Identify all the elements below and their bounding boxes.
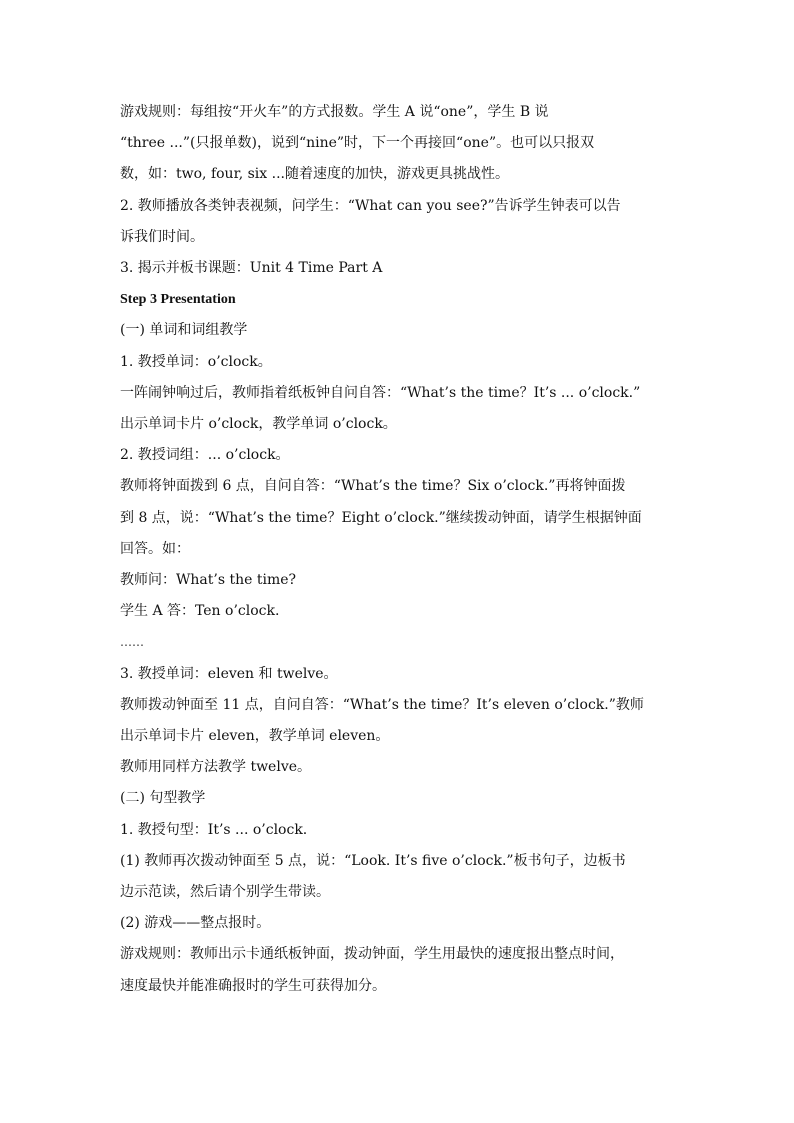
step-3-topic: 3. 揭示并板书课题：Unit 4 Time Part A — [120, 260, 383, 277]
item-sentence: 1. 教授句型：It’s ... o’clock. — [120, 821, 308, 838]
step-2-line-2: 诉我们时间。 — [120, 228, 204, 245]
eleven-desc-2: 出示单词卡片 eleven，教学单词 eleven。 — [120, 728, 390, 745]
rule-line-2: “three ...”(只报单数)，说到“nine”时，下一个再接回“one”。也可以只报双 — [120, 135, 595, 152]
sentence-step-1b: 边示范读，然后请个别学生带读。 — [120, 884, 330, 901]
item-oclock: 1. 教授单词：o’clock。 — [120, 353, 272, 370]
ellipsis: …… — [120, 635, 144, 650]
oclock-desc-2: 出示单词卡片 o’clock，教学单词 o’clock。 — [120, 416, 397, 433]
document-body — [120, 97, 676, 1002]
rule-line-3: 数，如：two, four, six ...随着速度的加快，游戏更具挑战性。 — [120, 166, 509, 183]
phrase-desc-3: 回答。如： — [120, 540, 190, 557]
item-phrase: 2. 教授词组：... o’clock。 — [120, 447, 290, 464]
section-heading-presentation: Step 3 Presentation — [120, 292, 236, 308]
eleven-desc-1: 教师拨动钟面至 11 点，自问自答：“What’s the time？It’s eleven o’clock.”教师 — [120, 696, 644, 713]
oclock-desc-1: 一阵闹钟响过后，教师指着纸板钟自问自答：“What’s the time？It’s ... o’clock.” — [120, 384, 641, 401]
sentence-step-2: (2) 游戏——整点报时。 — [120, 915, 271, 932]
subheading-sentence: (二) 句型教学 — [120, 790, 206, 807]
item-eleven-twelve: 3. 教授单词：eleven 和 twelve。 — [120, 665, 338, 682]
step-2-line-1: 2. 教师播放各类钟表视频，问学生：“What can you see?”告诉学生钟表可以告 — [120, 197, 621, 214]
student-answer: 学生 A 答：Ten o’clock. — [120, 603, 280, 620]
twelve-desc: 教师用同样方法教学 twelve。 — [120, 759, 312, 776]
teacher-question: 教师问：What’s the time? — [120, 572, 297, 589]
rule-line-1: 游戏规则：每组按“开火车”的方式报数。学生 A 说“one”，学生 B 说 — [120, 104, 549, 120]
subheading-words: (一) 单词和词组教学 — [120, 322, 248, 339]
sentence-step-1a: (1) 教师再次拨动钟面至 5 点，说：“Look. It’s five o’clock.”板书句子，边板书 — [120, 852, 626, 869]
game-rule-2: 速度最快并能准确报时的学生可获得加分。 — [120, 977, 386, 994]
game-rule-1: 游戏规则：教师出示卡通纸板钟面，拨动钟面，学生用最快的速度报出整点时间， — [120, 946, 624, 963]
phrase-desc-1: 教师将钟面拨到 6 点，自问自答：“What’s the time？Six o’clock.”再将钟面拨 — [120, 478, 626, 495]
phrase-desc-2: 到 8 点，说：“What’s the time？Eight o’clock.”继续拨动钟面，请学生根据钟面 — [120, 509, 642, 526]
